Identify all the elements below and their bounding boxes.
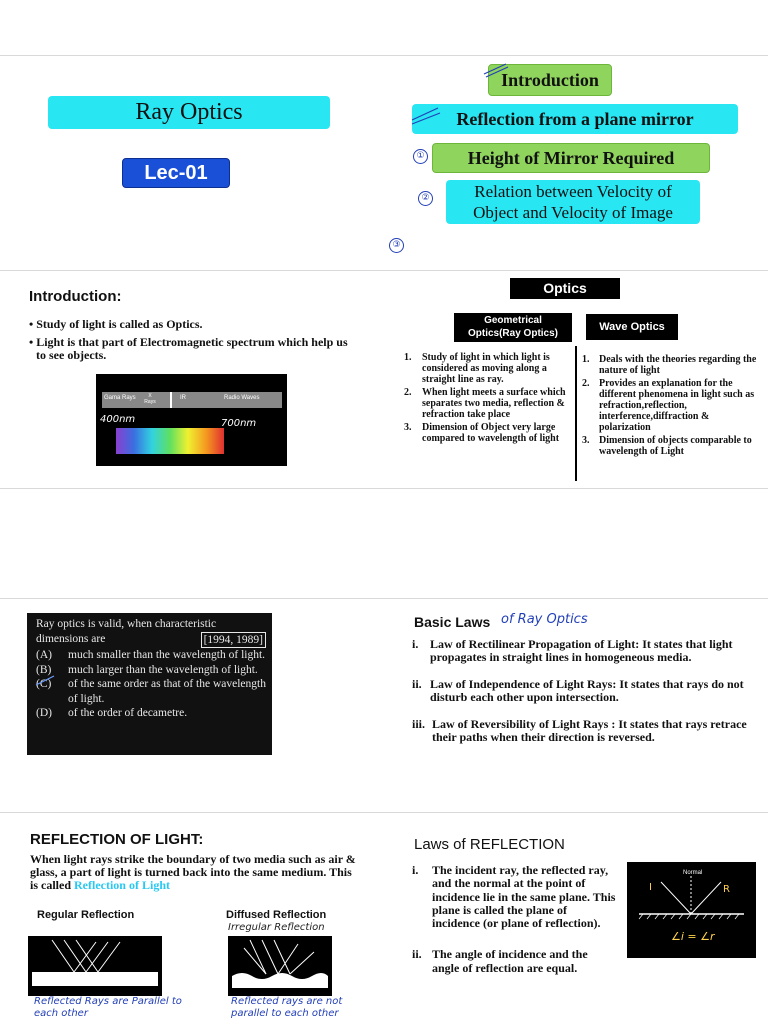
list-item: 3. Dimension of Object very large compared to wavelength of light xyxy=(404,422,560,444)
law-item: i. The incident ray, the reflected ray, and the normal at the point of incidence lie in the same plane. This plane is called the plane of incidence (or plane of reflection). xyxy=(412,863,616,931)
highlight-text: Reflection of Light xyxy=(74,878,170,892)
handnote-700nm: 700nm xyxy=(221,418,257,429)
box-label: Geometrical xyxy=(484,315,542,326)
handnote-400nm: 400nm xyxy=(100,414,136,425)
list-item: 1. Deals with the theories regarding the nature of light xyxy=(582,354,757,376)
radio-label: Radio Waves xyxy=(224,395,260,401)
reflection-heading: REFLECTION OF LIGHT: xyxy=(30,831,204,848)
slide-divider xyxy=(0,55,768,56)
optics-box: Optics xyxy=(510,278,620,299)
topic-label: Relation between Velocity of xyxy=(474,182,672,201)
law-item: ii. Law of Independence of Light Rays: It states that rays do not disturb each other upon intersection. xyxy=(412,677,744,704)
diffused-reflection-diagram xyxy=(228,936,332,996)
question-box xyxy=(27,613,272,755)
xray-label: X Rays xyxy=(144,393,156,405)
list-item: 3. Dimension of objects comparable to wavelength of Light xyxy=(582,435,752,457)
intro-bullets xyxy=(29,318,359,362)
regular-label: Regular Reflection xyxy=(37,909,135,921)
irregular-handnote: Irregular Reflection xyxy=(228,922,325,933)
regular-reflection-diagram xyxy=(28,936,162,996)
question-text: dimensions are [1994, 1989] xyxy=(36,632,266,649)
slide-divider xyxy=(0,270,768,271)
lecture-badge: Lec-01 xyxy=(122,158,230,188)
slide-divider xyxy=(0,598,768,599)
ir-label: IR xyxy=(180,395,186,401)
diffused-label: Diffused Reflection xyxy=(226,909,327,921)
topic-label: Height of Mirror Required xyxy=(467,148,675,168)
topic-label: Reflection from a plane mirror xyxy=(456,109,694,129)
option-a[interactable]: (A) much smaller than the wavelength of light. xyxy=(36,649,266,661)
check-mark-icon xyxy=(482,62,510,78)
bullet-item: • Light is that part of Electromagnetic spectrum which help us to see objects. xyxy=(29,335,348,362)
topic-height-of-mirror[interactable] xyxy=(432,143,710,173)
laws-of-reflection-heading: Laws of REFLECTION xyxy=(414,836,565,853)
visible-gradient xyxy=(116,428,224,454)
incident-label: I xyxy=(649,882,652,893)
title-banner xyxy=(48,96,330,129)
list-item: 2. When light meets a surface which separates two media, reflection & refraction take place xyxy=(404,387,566,420)
geometrical-optics-box xyxy=(454,313,572,342)
number-three-mark: ③ xyxy=(389,238,404,253)
diffused-handnote: Reflected rays are not parallel to each other xyxy=(231,996,343,1019)
option-c[interactable]: (C) of the same order as that of the wavelength of light. xyxy=(36,678,266,705)
list-item: 1. Study of light in which light is considered as moving along a straight line as ray. xyxy=(404,352,550,385)
tick-mark-icon xyxy=(34,673,58,689)
topic-reflection[interactable] xyxy=(412,104,738,134)
box-label: Optics(Ray Optics) xyxy=(467,328,559,339)
spectrum-image xyxy=(96,374,287,466)
law-item: iii. Law of Reversibility of Light Rays : It states that rays retrace their paths when their direction is reversed. xyxy=(412,717,747,744)
basic-laws-heading: Basic Laws xyxy=(414,614,491,630)
normal-label: Normal xyxy=(683,870,703,876)
bullet-item: • Study of light is called as Optics. xyxy=(29,317,203,331)
slide-divider xyxy=(0,488,768,489)
reflection-law-diagram xyxy=(627,862,756,958)
geometrical-points xyxy=(404,352,574,444)
basic-laws-handnote: of Ray Optics xyxy=(501,612,588,627)
wave-optics-box: Wave Optics xyxy=(586,314,678,340)
law-item: i. Law of Rectilinear Propagation of Light: It states that light propagates in straight lines in homogeneous media. xyxy=(412,637,733,664)
number-one-mark: ① xyxy=(413,149,428,164)
gamma-label: Gama Rays xyxy=(104,395,136,401)
slide-divider xyxy=(0,812,768,813)
option-b[interactable]: (B) much larger than the wavelength of light. xyxy=(36,663,258,676)
angle-equation: ∠i = ∠r xyxy=(671,930,715,943)
section-heading: Introduction: xyxy=(29,288,122,305)
column-divider xyxy=(575,346,577,481)
page-title: Ray Optics xyxy=(135,99,243,125)
reflected-label: R xyxy=(723,884,730,895)
topic-label: Object and Velocity of Image xyxy=(473,203,673,222)
year-tag: [1994, 1989] xyxy=(201,632,266,649)
regular-handnote: Reflected Rays are Parallel to each other xyxy=(34,996,182,1019)
reflection-paragraph: When light rays strike the boundary of two media such as air & glass, a part of light is turned back into the same medium. This is called Reflection of Light xyxy=(30,852,356,892)
list-item: 2. Provides an explanation for the different phenomena in light such as refraction,reflection, interference,diffraction & polarization xyxy=(582,378,755,433)
question-text: Ray optics is valid, when characteristic xyxy=(36,618,217,630)
visible-marker xyxy=(170,392,172,408)
reflection-laws-list xyxy=(412,864,617,975)
option-d[interactable]: (D) of the order of decametre. xyxy=(36,707,188,719)
topic-velocity-relation[interactable] xyxy=(446,180,700,224)
check-mark-icon xyxy=(410,106,442,126)
wave-points xyxy=(582,354,762,457)
law-item: ii. The angle of incidence and the angle of reflection are equal. xyxy=(412,947,588,975)
topic-label: Introduction xyxy=(501,70,599,90)
laws-list xyxy=(412,638,747,744)
number-two-mark: ② xyxy=(418,191,433,206)
